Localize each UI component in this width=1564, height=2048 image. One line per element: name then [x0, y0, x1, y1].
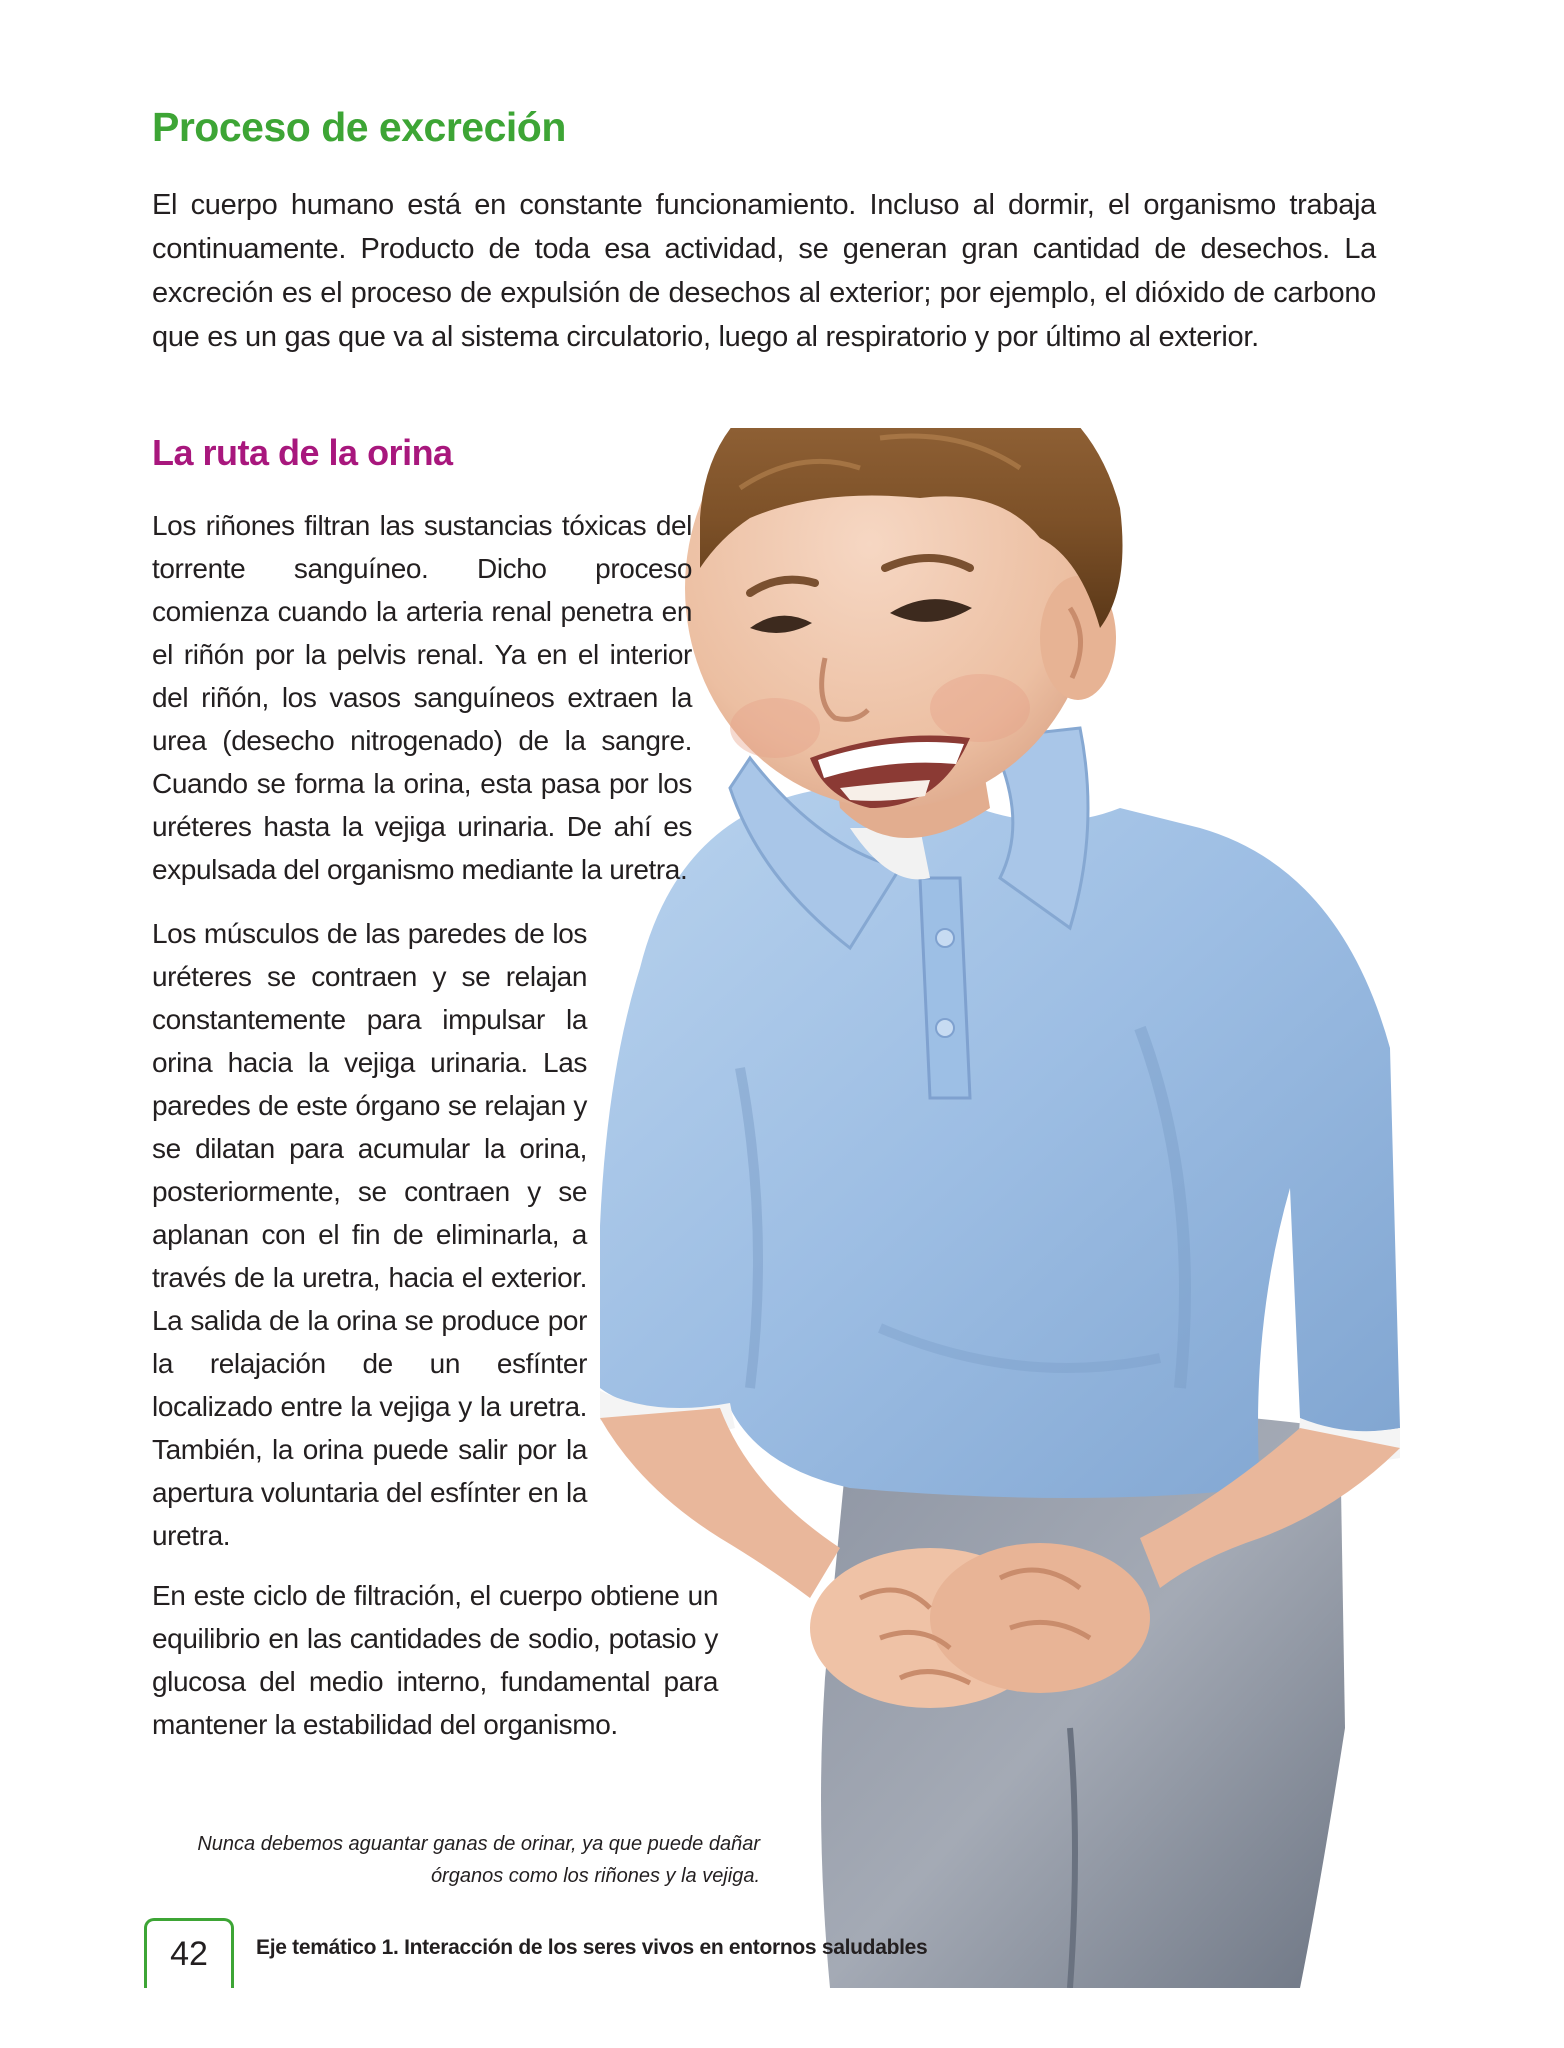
page-number-tab: [144, 1918, 234, 1988]
body-paragraph: En este ciclo de filtración, el cuerpo obtiene un equilibrio en las cantidades de sodio, potasio y glucosa del medio interno, fundamental para mantener la estabilidad del organismo.: [152, 1580, 718, 1740]
section-title-urine-route: La ruta de la orina: [152, 432, 453, 473]
caption-line: órganos como los riñones y la vejiga.: [430, 1865, 760, 1887]
photo-caption: [170, 1828, 760, 1892]
child-photo: [600, 428, 1400, 1988]
intro-paragraph: El cuerpo humano está en constante funcionamiento. Incluso al dormir, el organismo trabaja continuamente. Producto de toda esa actividad, se generan gran cantidad de desechos. La excreción es el proceso de expulsión de desechos al exterior; por ejemplo, el dióxido de carbono que es un gas que va al sistema circulatorio, luego al respiratorio y por último al exterior.: [152, 189, 1376, 353]
body-paragraph: Los músculos de las paredes de los uréteres se contraen y se relajan constantemente para impulsar la orina hacia la vejiga urinaria. Las paredes de este órgano se relajan y se dilatan para acumular la orina, posteriormente, se contraen y se aplanan con el fin de eliminarla, a través de la uretra, hacia el exterior. La salida de la orina se produce por la relajación de un esfínter localizado entre la vejiga y la uretra. También, la orina puede salir por la apertura voluntaria del esfínter en la uretra.: [152, 918, 587, 1551]
footer-chapter-title: Eje temático 1. Interacción de los seres vivos en entornos saludables: [256, 1936, 928, 1959]
caption-line: Nunca debemos aguantar ganas de orinar, ya que puede dañar: [197, 1833, 760, 1855]
section-title-excretion: Proceso de excreción: [152, 104, 566, 150]
page-number: 42: [170, 1935, 208, 1973]
body-paragraph: Los riñones filtran las sustancias tóxicas del torrente sanguíneo. Dicho proceso comienza cuando la arteria renal penetra en el riñón por la pelvis renal. Ya en el interior del riñón, los vasos sanguíneos extraen la urea (desecho nitrogenado) de la sangre. Cuando se forma la orina, esta pasa por los uréteres hasta la vejiga urinaria. De ahí es expulsada del organismo mediante la uretra.: [152, 510, 692, 885]
